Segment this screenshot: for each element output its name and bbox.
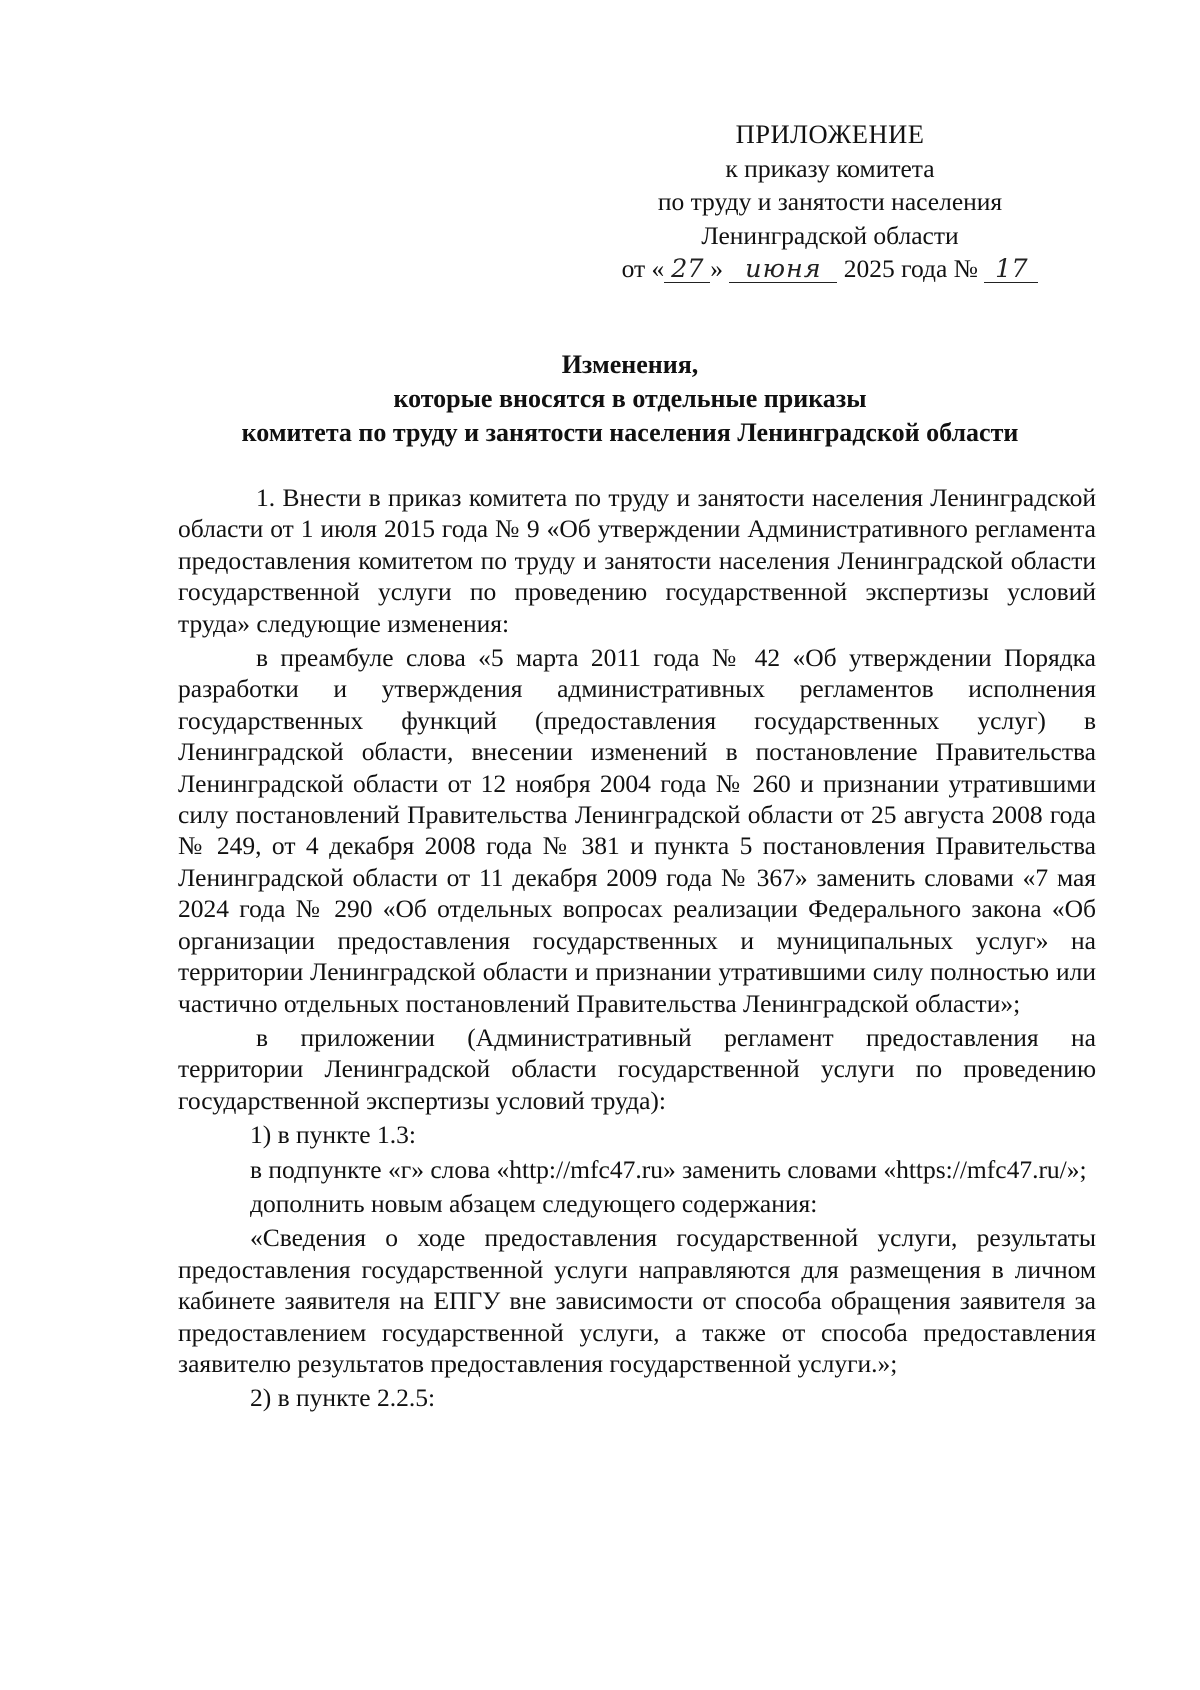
date-quote-close: » [710,254,724,283]
paragraph-item-1: 1. Внести в приказ комитета по труду и занятости населения Ленинградской области от 1 июля 2015 года № 9 «Об утверждении Административного регламента предоставления комитетом по труду и занятости населения Ленинградской области государственной услуги по проведению государственной экспертизы условий труда» следующие изменения: [178,483,1096,638]
appendix-line-region: Ленинградской области [701,220,959,250]
paragraph-subitem-2: 2) в пункте 2.2.5: [250,1383,436,1413]
handwritten-day: 27 [664,256,710,283]
document-heading [170,348,1090,450]
heading-line-1: Изменения, [561,350,699,379]
paragraph-preamble: в преамбуле слова «5 марта 2011 года № 42 «Об утверждении Порядка разработки и утверждения административных регламентов исполнения государственных функций (предоставления государственных услуг) в Ленинградской области, внесении изменений в постановление Правительства Ленинградской области от 12 ноября 2004 года № 260 и признании утратившими силу постановлений Правительства Ленинградской области от 25 августа 2008 года № 249, от 4 декабря 2008 года № 381 и пункта 5 постановления Правительства Ленинградской области от 11 декабря 2009 года № 367» заменить словами «7 мая 2024 года № 290 «Об отдельных вопросах реализации Федерального закона «Об организации предоставления государственных и муниципальных услуг» на территории Ленинградской области и признании утратившими силу полностью или частично отдельных постановлений Правительства Ленинградской области»; [178,643,1096,1018]
appendix-line-order: к приказу комитета [725,153,935,183]
paragraph-subitem-1: 1) в пункте 1.3: [250,1120,416,1150]
paragraph-appendix-intro: в приложении (Административный регламент предоставления на территории Ленинградской области государственной услуги по проведению государственной экспертизы условий труда): [178,1022,1096,1115]
appendix-line-committee: по труду и занятости населения [657,187,1003,216]
heading-line-2: которые вносятся в отдельные приказы [393,384,867,413]
date-prefix: от « [621,254,665,283]
heading-line-3: комитета по труду и занятости населения Ленинградской области [241,418,1019,447]
appendix-block [610,118,1050,286]
paragraph-quote: «Сведения о ходе предоставления государственной услуги, результаты предоставления государственной услуги направляются для размещения в личном кабинете заявителя на ЕПГУ вне зависимости от способа обращения заявителя за предоставлением государственной услуги, а также от способа предоставления заявителю результатов предоставления государственной услуги.»; [178,1223,1096,1378]
appendix-title: ПРИЛОЖЕНИЕ [735,119,925,149]
paragraph-add-new: дополнить новым абзацем следующего содержания: [250,1188,818,1218]
date-year: 2025 года № [843,254,979,283]
handwritten-order-number: 17 [984,256,1038,283]
document-body [178,482,1096,1417]
appendix-date-line [610,252,1050,286]
handwritten-month: июня [729,256,837,283]
paragraph-subpoint-g: в подпункте «г» слова «http://mfc47.ru» заменить словами «https://mfc47.ru/»; [250,1154,1087,1184]
